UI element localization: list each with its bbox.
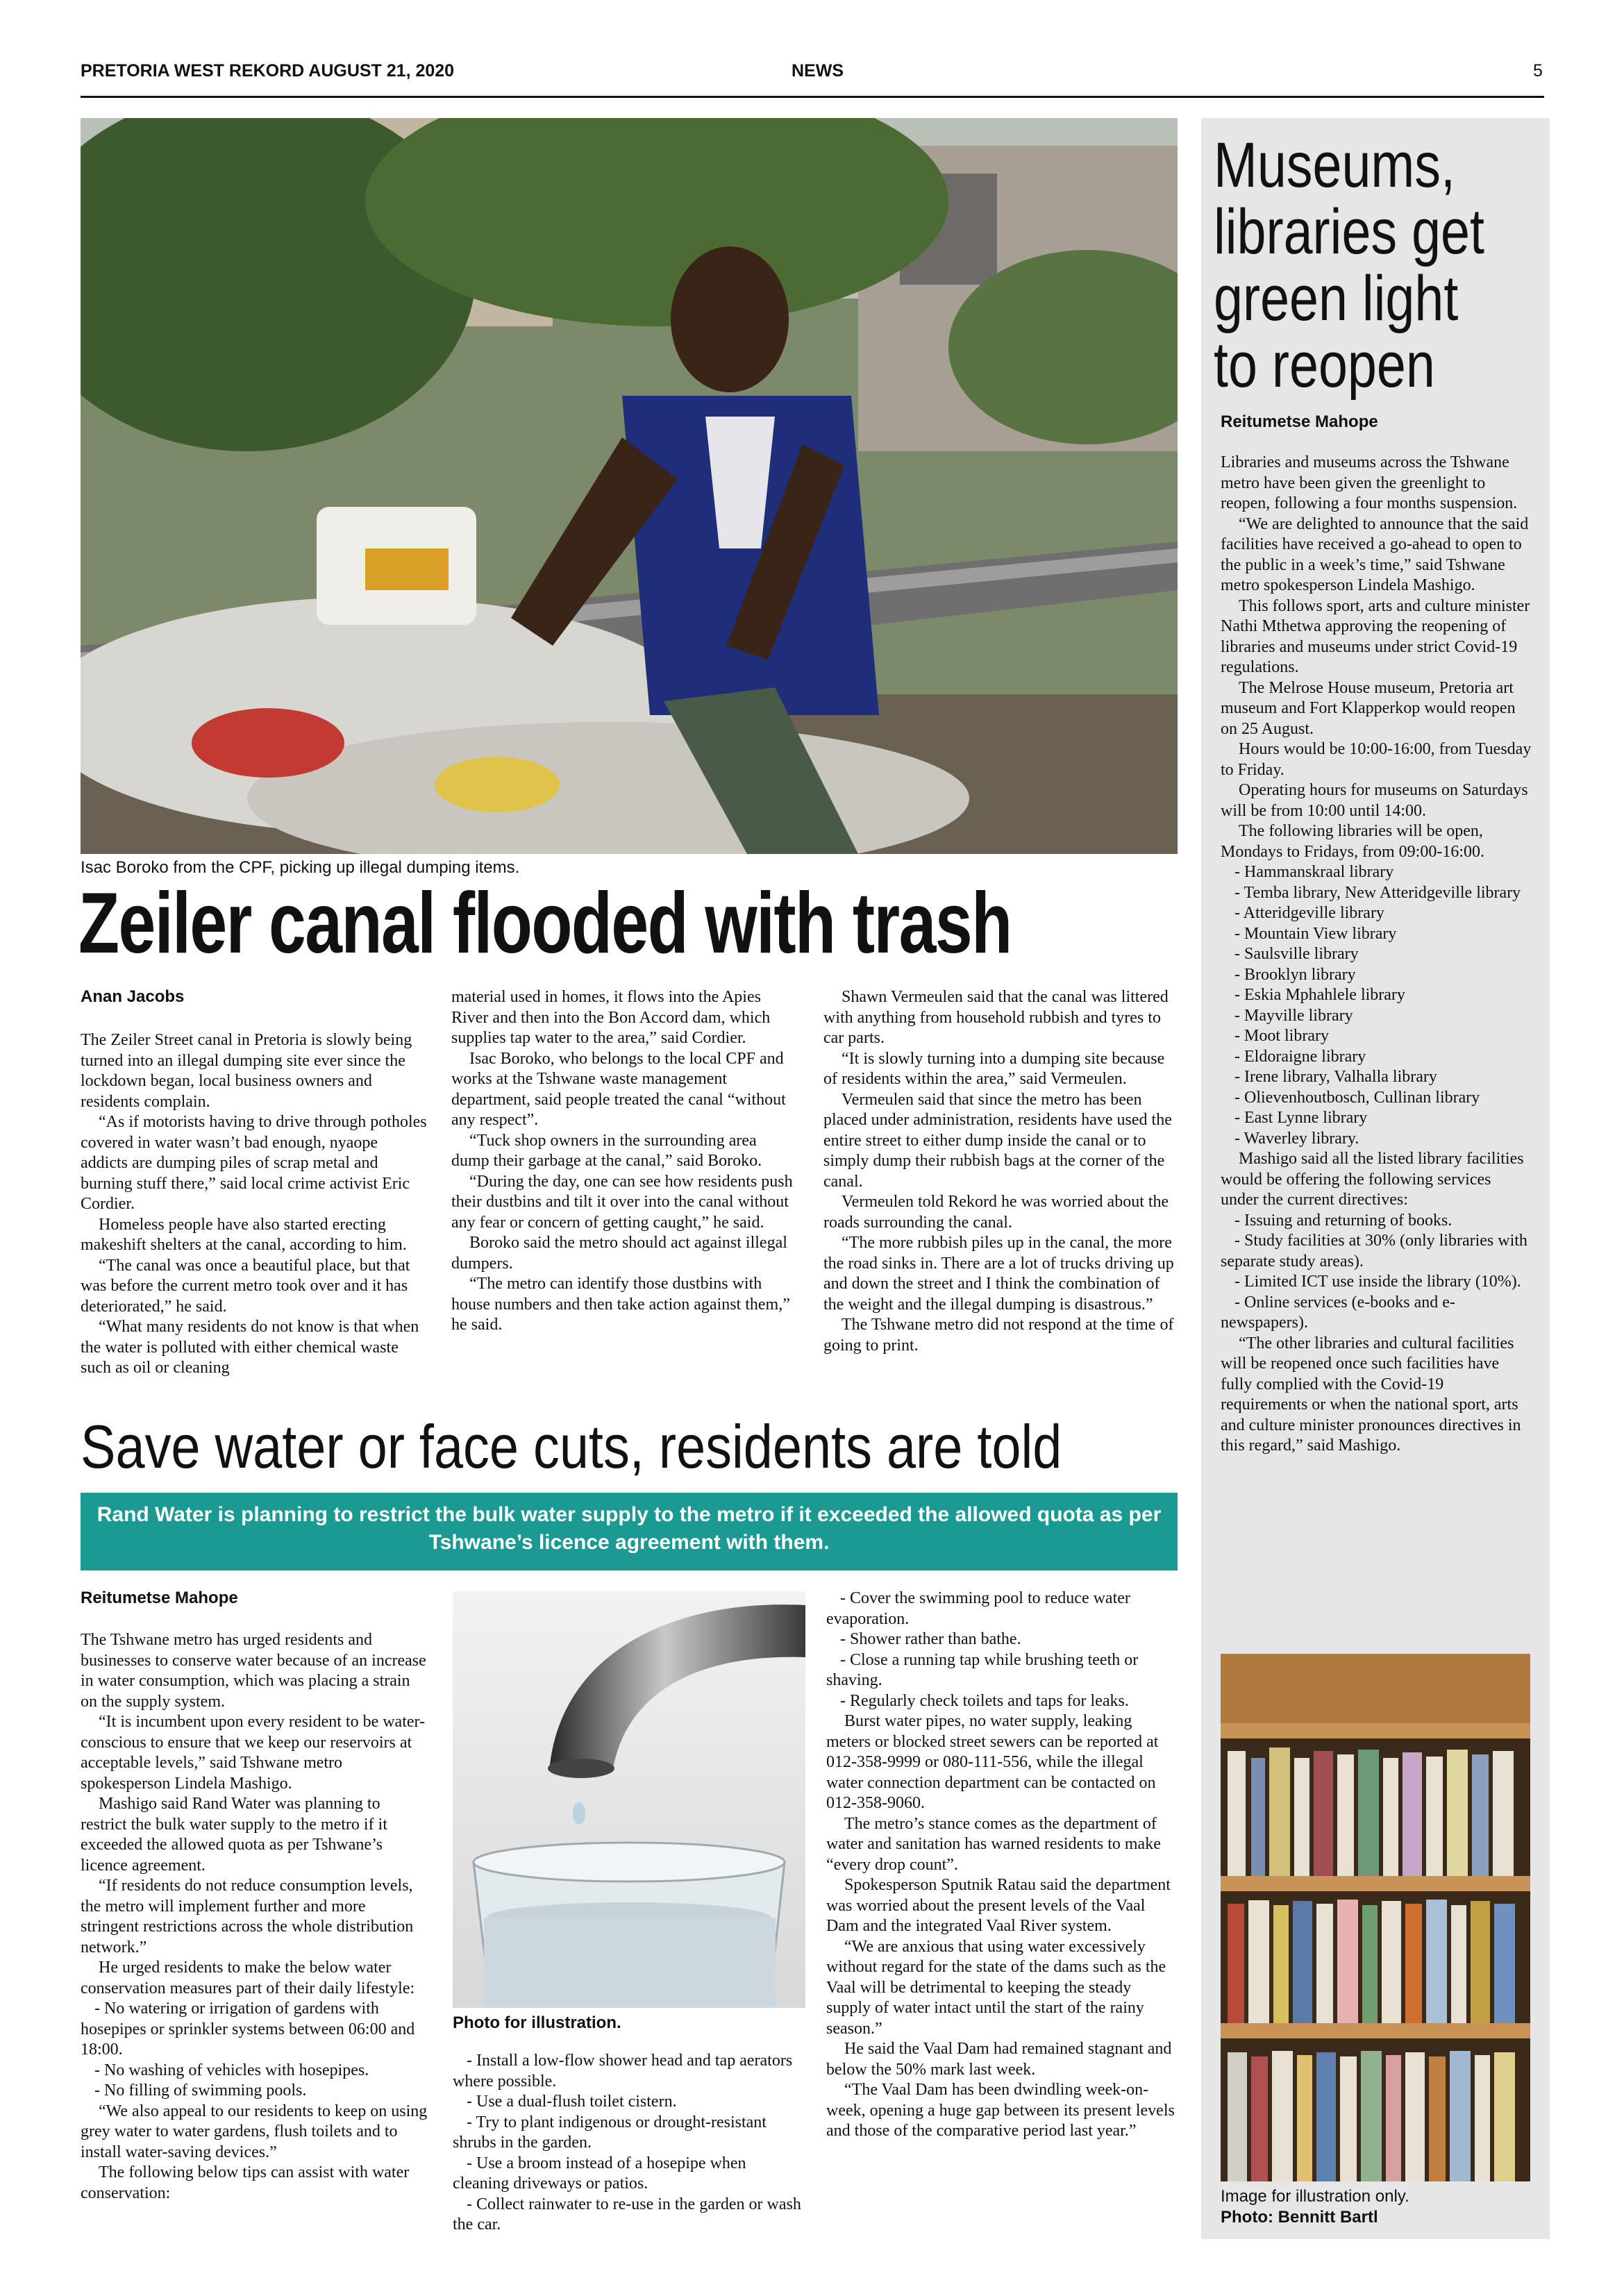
- paragraph: He urged residents to make the below water conservation measures part of their daily lifestyle:: [81, 1959, 415, 1997]
- library-item: - Hammanskraal library: [1234, 863, 1394, 881]
- paragraph: “We are anxious that using water excessively without regard for the state of the dams such as the Vaal will be detrimental to keeping the steady supply of water intact until the start of the rainy season.”: [826, 1937, 1166, 2038]
- article-column-2: [451, 987, 798, 1336]
- paragraph: The Zeiler Street canal in Pretoria is slowly being turned into an illegal dumping site ever since the lockdown began, local business owners and residents complain.: [81, 1031, 412, 1111]
- library-item: - Temba library, New Atteridgeville library: [1234, 883, 1521, 902]
- service-item: - Study facilities at 30% (only libraries with separate study areas).: [1221, 1232, 1527, 1271]
- paragraph: Libraries and museums across the Tshwane metro have been given the greenlight to reopen, following a four months suspension.: [1221, 453, 1518, 512]
- library-item: - Atteridgeville library: [1234, 904, 1384, 922]
- article-column-1: [81, 1030, 428, 1379]
- library-item: - Brooklyn library: [1234, 965, 1356, 984]
- list-item: - No washing of vehicles with hosepipes.: [94, 2061, 369, 2079]
- list-item: - Shower rather than bathe.: [840, 1630, 1021, 1648]
- list-item: - Collect rainwater to re-use in the garden or wash the car.: [453, 2195, 801, 2234]
- paragraph: “The Vaal Dam has been dwindling week-on-week, opening a huge gap between its present levels and those of the comparative period last year.”: [826, 2081, 1175, 2140]
- bookshelf-photo: [1221, 1654, 1530, 2181]
- paragraph: He said the Vaal Dam had remained stagnant and below the 50% mark last week.: [826, 2040, 1172, 2079]
- byline: Reitumetse Mahope: [1221, 412, 1378, 431]
- paragraph: “It is incumbent upon every resident to be water-conscious to ensure that we keep our reservoirs at acceptable levels,” said Tshwane metro spokesperson Lindela Mashigo.: [81, 1713, 426, 1793]
- headline-line: Museums,: [1214, 130, 1455, 201]
- list-item: - Close a running tap while brushing teeth or shaving.: [826, 1650, 1139, 1689]
- paragraph: Boroko said the metro should act against illegal dumpers.: [451, 1234, 787, 1273]
- paragraph: The Tshwane metro did not respond at the time of going to print.: [823, 1316, 1174, 1355]
- section-label: NEWS: [792, 61, 844, 81]
- library-item: - Irene library, Valhalla library: [1234, 1068, 1437, 1086]
- paragraph: Mashigo said all the listed library facilities would be offering the following services under the current directives:: [1221, 1150, 1524, 1209]
- paragraph: Mashigo said Rand Water was planning to restrict the bulk water supply to the metro if it exceeded the allowed quota as per Tshwane’s licence agreement.: [81, 1795, 387, 1875]
- byline: Reitumetse Mahope: [81, 1589, 238, 1607]
- library-item: - Eskia Mphahlele library: [1234, 986, 1405, 1004]
- paragraph: “The more rubbish piles up in the canal, the more the road sinks in. There are a lot of trucks driving up and down the street and I think the combination of the weight and the illegal dumping is disastrous.”: [823, 1234, 1174, 1314]
- service-item: - Issuing and returning of books.: [1234, 1211, 1453, 1230]
- paragraph: “Tuck shop owners in the surrounding area dump their garbage at the canal,” said Boroko.: [451, 1131, 762, 1170]
- service-item: - Online services (e-books and e-newspapers).: [1221, 1293, 1455, 1332]
- page-number: 5: [1533, 61, 1543, 81]
- paragraph: “The metro can identify those dustbins with house numbers and then take action against them,” he said.: [451, 1275, 790, 1334]
- paragraph: Homeless people have also started erecting makeshift shelters at the canal, according to him.: [81, 1215, 407, 1254]
- paragraph: “The canal was once a beautiful place, but that was before the current metro took over and it has deteriorated,” he said.: [81, 1256, 410, 1316]
- library-item: - Olievenhoutbosch, Cullinan library: [1234, 1088, 1480, 1107]
- standfirst-banner: Rand Water is planning to restrict the bulk water supply to the metro if it exceeded the allowed quota as per Tshwane’s licence agreement with them.: [81, 1493, 1178, 1570]
- article-column-3: [826, 1589, 1177, 2142]
- photo-caption: Photo for illustration.: [453, 2013, 621, 2032]
- header-rule: [81, 96, 1544, 98]
- paragraph: Burst water pipes, no water supply, leaking meters or blocked street sewers can be reported at 012-358-9999 or 080-111-556, while the illegal water connection department can be contacted on 012-358-9060.: [826, 1712, 1159, 1812]
- photo-caption: Image for illustration only.: [1221, 2187, 1409, 2206]
- paragraph: The following libraries will be open, Mondays to Fridays, from 09:00-16:00.: [1221, 822, 1484, 861]
- headline-line: to reopen: [1214, 330, 1435, 401]
- library-item: - Waverley library.: [1234, 1129, 1359, 1148]
- headline-line: libraries get: [1214, 196, 1484, 267]
- paragraph: The Melrose House museum, Pretoria art museum and Fort Klapperkop would reopen on 25 August.: [1221, 678, 1516, 738]
- service-item: - Limited ICT use inside the library (10%).: [1234, 1273, 1521, 1291]
- paragraph: “The other libraries and cultural facilities will be reopened once such facilities have fully complied with the Covid-19 requirements or when the national sport, arts and culture minister pronounces directives in this regard,” said Mashigo.: [1221, 1334, 1521, 1455]
- photo-caption: Isac Boroko from the CPF, picking up illegal dumping items.: [81, 858, 520, 877]
- list-item: - No watering or irrigation of gardens with hosepipes or sprinkler systems between 06:00 and 18:00.: [81, 2000, 415, 2059]
- list-item: - Regularly check toilets and taps for leaks.: [840, 1691, 1129, 1710]
- paragraph: “As if motorists having to drive through potholes covered in water wasn’t bad enough, nyaope addicts are dumping piles of scrap metal and burning stuff there,” said local crime activist Eric Cordier.: [81, 1113, 427, 1213]
- list-item: - Use a dual-flush toilet cistern.: [467, 2093, 677, 2111]
- byline: Anan Jacobs: [81, 987, 185, 1006]
- illegal-dumping-photo: [81, 118, 1178, 854]
- paragraph: “We also appeal to our residents to keep on using grey water to water gardens, flush toilets and to install water-saving devices.”: [81, 2102, 428, 2161]
- paragraph: The metro’s stance comes as the department of water and sanitation has warned residents to make “every drop count”.: [826, 1814, 1161, 1874]
- paragraph: “We are delighted to announce that the said facilities have received a go-ahead to open to the public in a week’s time,” said Tshwane metro spokesperson Lindela Mashigo.: [1221, 514, 1529, 594]
- paragraph: Hours would be 10:00-16:00, from Tuesday to Friday.: [1221, 740, 1532, 779]
- paragraph: material used in homes, it flows into the Apies River and then into the Bon Accord dam, which supplies tap water to the area,” said Cordier.: [451, 988, 771, 1047]
- library-item: - Mountain View library: [1234, 924, 1397, 943]
- paragraph: Isac Boroko, who belongs to the local CPF and works at the Tshwane waste management department, said people treated the canal “without any respect”.: [451, 1049, 786, 1129]
- headline: Zeiler canal flooded with trash: [78, 875, 1012, 971]
- list-item: - No filling of swimming pools.: [94, 2081, 307, 2100]
- library-item: - East Lynne library: [1234, 1109, 1368, 1127]
- list-item: - Try to plant indigenous or drought-resistant shrubs in the garden.: [453, 2113, 767, 2152]
- photo-credit: Photo: Bennitt Bartl: [1221, 2208, 1378, 2227]
- library-item: - Mayville library: [1234, 1006, 1353, 1025]
- paragraph: Vermeulen said that since the metro has been placed under administration, residents have used the entire street to either dump inside the canal or to simply dump their rubbish bags at the corner of the canal.: [823, 1090, 1172, 1191]
- paragraph: This follows sport, arts and culture minister Nathi Mthetwa approving the reopening of libraries and museums under strict Covid-19 regulations.: [1221, 596, 1530, 676]
- paragraph: “During the day, one can see how residents push their dustbins and tilt it over into the canal without any fear or concern of getting caught,” he said.: [451, 1172, 793, 1232]
- library-item: - Eldoraigne library: [1234, 1047, 1366, 1066]
- paragraph: “It is slowly turning into a dumping site because of residents within the area,” said Vermeulen.: [823, 1049, 1165, 1088]
- list-item: - Use a broom instead of a hosepipe when cleaning driveways or patios.: [453, 2154, 746, 2193]
- headline-line: green light: [1214, 263, 1459, 334]
- paragraph: The Tshwane metro has urged residents and businesses to conserve water because of an increase in water consumption, which was placing a strain on the supply system.: [81, 1631, 426, 1711]
- list-item: - Install a low-flow shower head and tap aerators where possible.: [453, 2052, 793, 2090]
- paragraph: Vermeulen told Rekord he was worried about the roads surrounding the canal.: [823, 1193, 1169, 1232]
- paragraph: Shawn Vermeulen said that the canal was littered with anything from household rubbish and tyres to car parts.: [823, 988, 1169, 1047]
- article-column-1: [81, 1630, 428, 2204]
- library-item: - Moot library: [1234, 1027, 1329, 1045]
- paragraph: The following below tips can assist with water conservation:: [81, 2163, 410, 2202]
- paragraph: Operating hours for museums on Saturdays will be from 10:00 until 14:00.: [1221, 781, 1528, 820]
- paragraph: “If residents do not reduce consumption levels, the metro will implement further and more stringent restrictions across the whole distribution network.”: [81, 1877, 414, 1956]
- water-tap-photo: [453, 1591, 805, 2008]
- headline: Save water or face cuts, residents are told: [81, 1412, 1062, 1481]
- publication-date-line: PRETORIA WEST REKORD AUGUST 21, 2020: [81, 61, 455, 81]
- sidebar-headline: [1214, 132, 1484, 399]
- paragraph: Spokesperson Sputnik Ratau said the department was worried about the present levels of the Vaal Dam and the integrated Vaal River system.: [826, 1876, 1171, 1935]
- sidebar-body: [1221, 453, 1533, 1457]
- list-item: - Cover the swimming pool to reduce water evaporation.: [826, 1589, 1130, 1628]
- paragraph: “What many residents do not know is that when the water is polluted with either chemical waste such as oil or cleaning: [81, 1318, 419, 1377]
- article-column-3: [823, 987, 1174, 1356]
- article-column-2: [453, 2051, 803, 2236]
- library-item: - Saulsville library: [1234, 945, 1359, 963]
